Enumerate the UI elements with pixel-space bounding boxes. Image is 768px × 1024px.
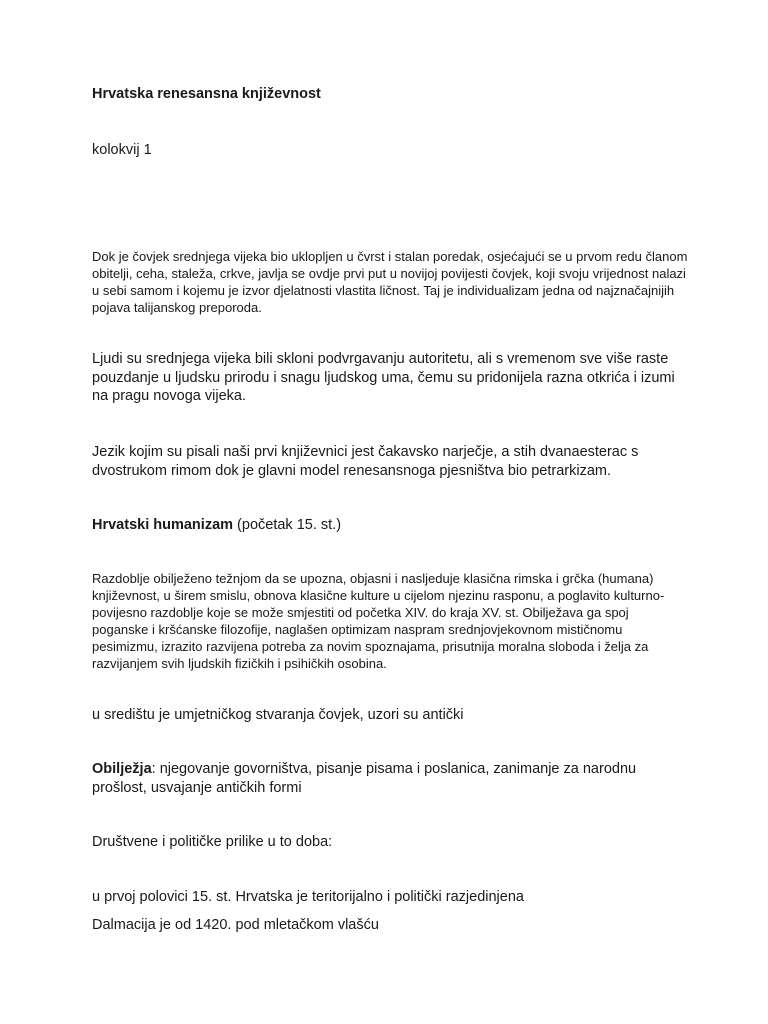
paragraph-center: u središtu je umjetničkog stvaranja čovjek, uzori su antički	[92, 707, 464, 723]
paragraph-division: u prvoj polovici 15. st. Hrvatska je teritorijalno i politički razjedinjena	[92, 889, 524, 905]
features-label: Obilježja	[92, 761, 152, 777]
paragraph-dalmatia: Dalmacija je od 1420. pod mletačkom vlašću	[92, 917, 379, 933]
document-subtitle: kolokvij 1	[92, 142, 152, 158]
heading-humanism-bold: Hrvatski humanizam	[92, 517, 234, 533]
features-text: : njegovanje govorništva, pisanje pisama i poslanica, zanimanje za narodnu prošlost, usvajanje antičkih formi	[92, 761, 637, 796]
document-page	[92, 0, 692, 1024]
paragraph-language: Jezik kojim su pisali naši prvi književnici jest čakavsko narječje, a stih dvanaesterac s dvostrukom rimom dok je glavni model renesansnoga pjesništva bio petrarkizam.	[92, 444, 639, 479]
paragraph-individualism: Dok je čovjek srednjega vijeka bio uklopljen u čvrst i stalan poredak, osjećajući se u prvom redu članom obitelji, ceha, staleža, crkve, javlja se ovdje prvi put u novijoj povijesti čovjek, koji svoju vrijednost nalazi u sebi samom i kojemu je izvor djelatnosti vlastita ličnost. Taj je individualizam jedna od najznačajnijih pojava talijanskog preporoda.	[92, 249, 688, 315]
paragraph-authority: Ljudi su srednjega vijeka bili skloni podvrgavanju autoritetu, ali s vremenom sve više raste pouzdanje u ljudsku prirodu i snagu ljudskog uma, čemu su pridonijela razna otkrića i izumi na pragu novoga vijeka.	[92, 351, 675, 404]
document-title: Hrvatska renesansna književnost	[92, 86, 321, 102]
heading-humanism	[92, 516, 341, 534]
paragraph-period: Razdoblje obilježeno težnjom da se upozna, objasni i nasljeduje klasična rimska i grčka (humana) književnost, u širem smislu, obnova klasične kulture u cijelom njezinu rasponu, a poglavito kulturno-povijesno razdoblje koje se može smjestiti od početka XIV. do kraja XV. st. Obilježava ga spoj poganske i kršćanske filozofije, naglašen optimizam naspram srednjovjekovnom mističnomu pesimizmu, izrazito razvijena potreba za novim spoznajama, prisutnija moralna sloboda i želja za razvijanjem svih ljudskih fizičkih i psihičkih osobina.	[92, 571, 665, 671]
heading-humanism-rest: (početak 15. st.)	[233, 517, 342, 533]
paragraph-features	[92, 760, 692, 797]
paragraph-social: Društvene i političke prilike u to doba:	[92, 834, 333, 850]
